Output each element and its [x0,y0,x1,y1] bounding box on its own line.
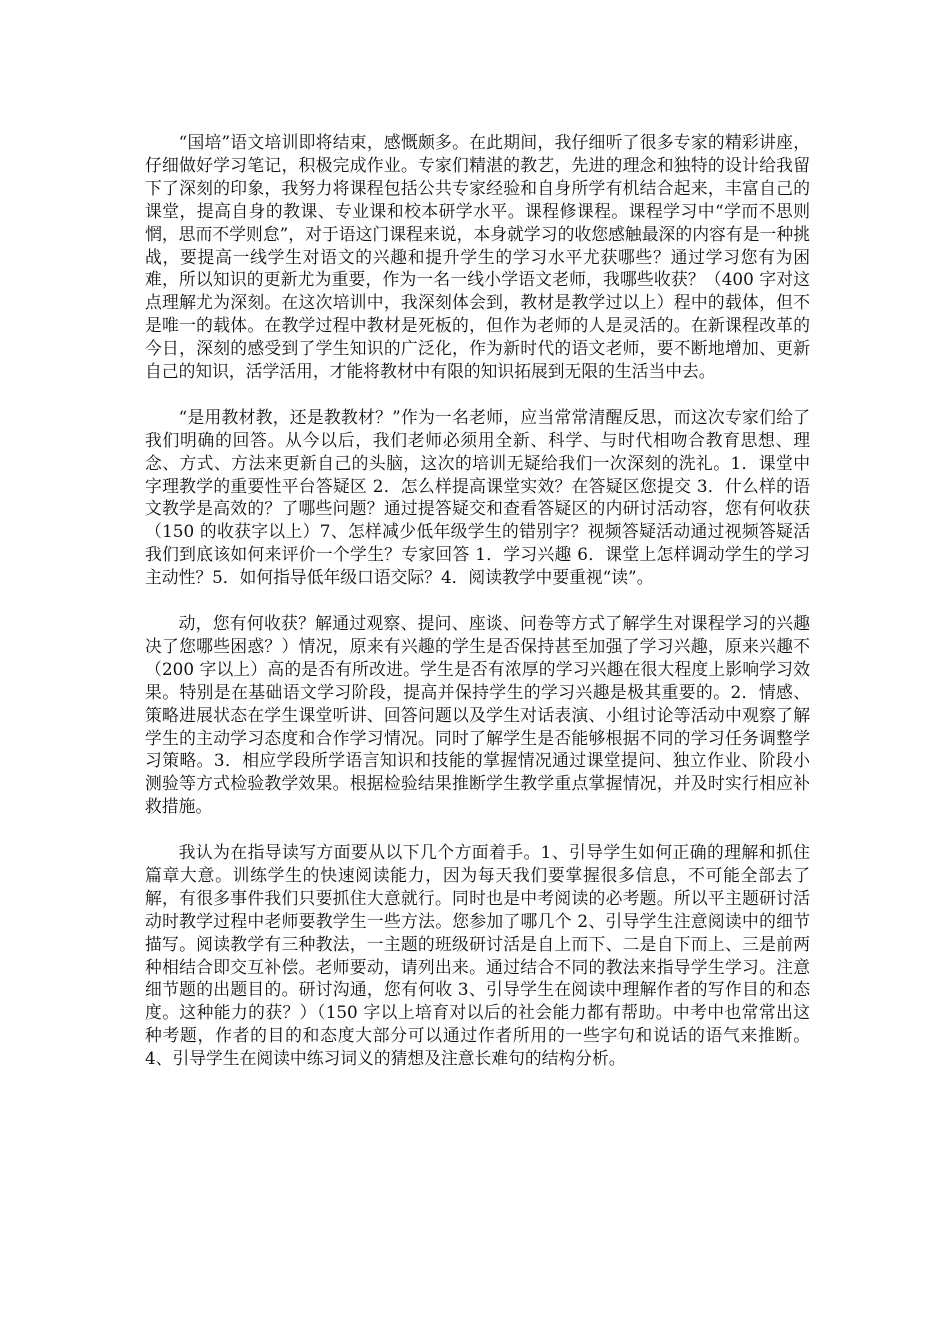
paragraph-2: “是用教材教，还是教教材？”作为一名老师，应当常常清醒反思，而这次专家们给了我们明确的回答。从今以后，我们老师必须用全新、科学、与时代相吻合教育思想、理念、方式、方法来更新自己的头脑，这次的培训无疑给我们一次深刻的洗礼。1．课堂中字理教学的重要性平台答疑区 2．怎么样提高课堂实效？在答疑区您提交 3．什么样的语文教学是高效的？了哪些问题？通过提答疑交和查看答疑区的内研讨活动容，您有何收获（150 的收获字以上）7、怎样减少低年级学生的错别字？视频答疑活动通过视频答疑活我们到底该如何来评价一个学生？专家回答 1．学习兴趣 6．课堂上怎样调动学生的学习主动性？5．如何指导低年级口语交际？4．阅读教学中要重视“读”。 [145,406,810,588]
paragraph-1: “国培”语文培训即将结束，感慨颇多。在此期间，我仔细听了很多专家的精彩讲座，仔细做好学习笔记，积极完成作业。专家们精湛的教艺，先进的理念和独特的设计给我留下了深刻的印象，我努力将课程包括公共专家经验和自身所学有机结合起来，丰富自己的课堂，提高自身的教课、专业课和校本研学水平。课程修课程。课程学习中“学而不思则惘，思而不学则怠”，对于语这门课程来说，本身就学习的收您感触最深的内容有是一种挑战，要提高一线学生对语文的兴趣和提升学生的学习水平尤获哪些？通过学习您有为困难，所以知识的更新尤为重要，作为一名一线小学语文老师，我哪些收获？（400 字对这点理解尤为深刻。在这次培训中，我深刻体会到，教材是教学过以上）程中的载体，但不是唯一的载体。在教学过程中教材是死板的，但作为老师的人是灵活的。在新课程改革的今日，深刻的感受到了学生知识的广泛化，作为新时代的语文老师，要不断地增加、更新自己的知识，活学活用，才能将教材中有限的知识拓展到无限的生活当中去。 [145,132,810,382]
paragraph-3: 动，您有何收获？解通过观察、提问、座谈、问卷等方式了解学生对课程学习的兴趣决了您哪些困惑？）情况，原来有兴趣的学生是否保持甚至加强了学习兴趣，原来兴趣不（200 字以上）高的是否有所改进。学生是否有浓厚的学习兴趣在很大程度上影响学习效果。特别是在基础语文学习阶段，提高并保持学生的学习兴趣是极其重要的。2．情感、策略进展状态在学生课堂听讲、回答问题以及学生对话表演、小组讨论等活动中观察了解学生的主动学习态度和合作学习情况。同时了解学生是否能够根据不同的学习任务调整学习策略。3．相应学段所学语言知识和技能的掌握情况通过课堂提问、独立作业、阶段小测验等方式检验教学效果。根据检验结果推断学生教学重点掌握情况，并及时实行相应补救措施。 [145,613,810,817]
paragraph-4: 我认为在指导读写方面要从以下几个方面着手。1、引导学生如何正确的理解和抓住篇章大意。训练学生的快速阅读能力，因为每天我们要掌握很多信息，不可能全部去了解，有很多事件我们只要抓住大意就行。同时也是中考阅读的必考题。所以平主题研讨活动时教学过程中老师要教学生一些方法。您参加了哪几个 2、引导学生注意阅读中的细节描写。阅读教学有三种教法，一主题的班级研讨活是自上而下、二是自下而上、三是前两种相结合即交互补偿。老师要动，请列出来。通过结合不同的教法来指导学生学习。注意细节题的出题目的。研讨沟通，您有何收 3、引导学生在阅读中理解作者的写作目的和态度。这种能力的获？）（150 字以上培育对以后的社会能力都有帮助。中考中也常常出这种考题，作者的目的和态度大部分可以通过作者所用的一些字句和说话的语气来推断。4、引导学生在阅读中练习词义的猜想及注意长难句的结构分析。 [145,842,810,1069]
document-page [145,131,810,1093]
